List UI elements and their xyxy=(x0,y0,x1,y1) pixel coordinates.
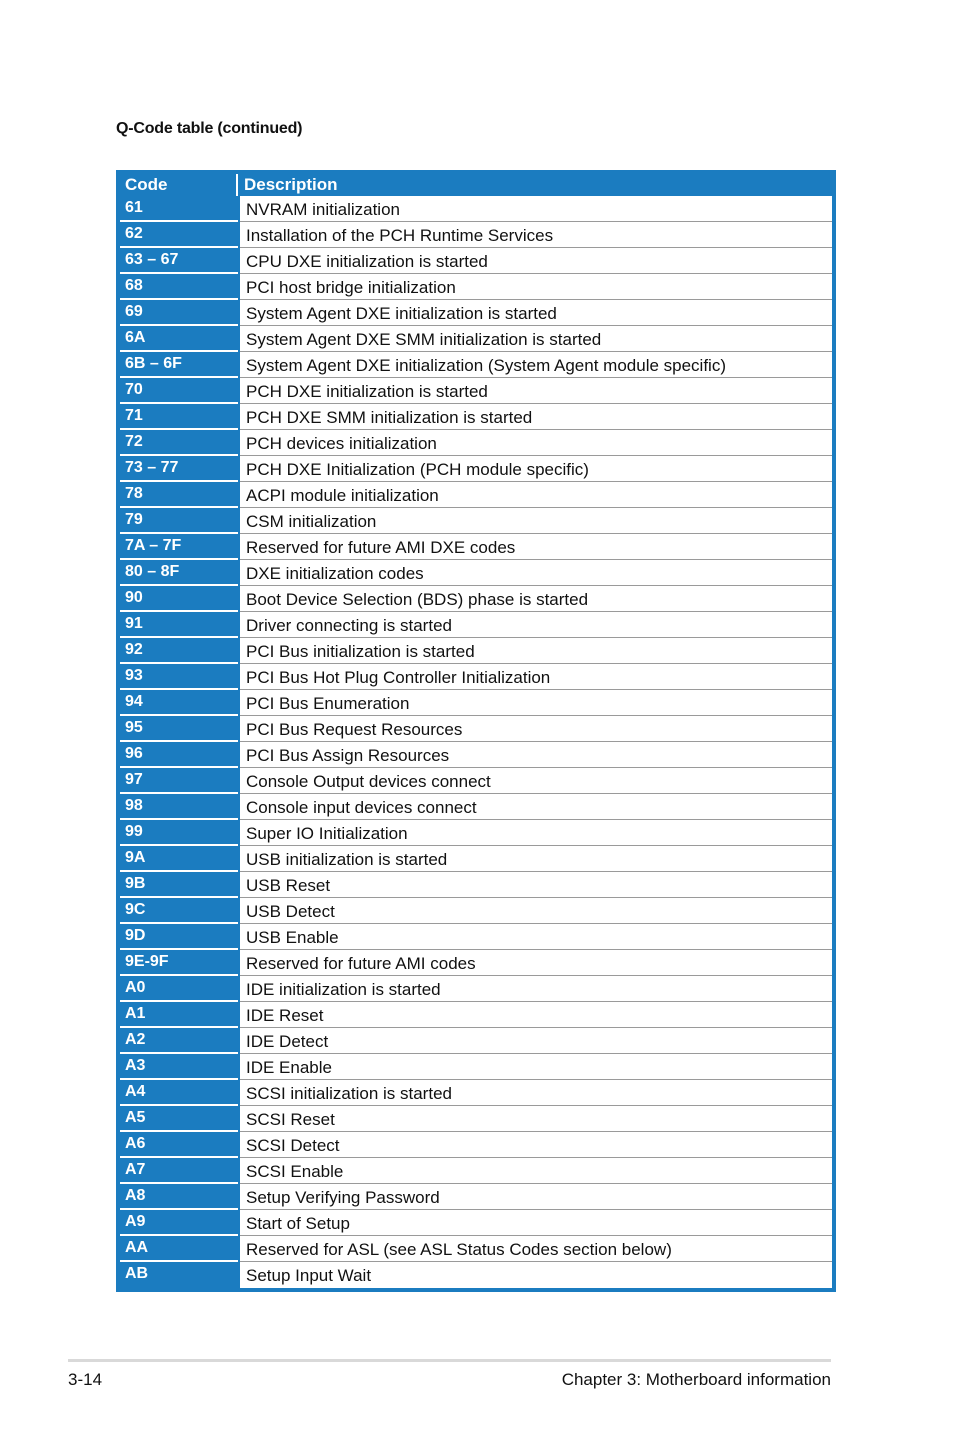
description-cell: Console Output devices connect xyxy=(240,768,832,794)
description-cell: Driver connecting is started xyxy=(240,612,832,638)
qcode-cell: 9B xyxy=(120,872,238,898)
qcode-cell: A3 xyxy=(120,1054,238,1080)
description-cell: PCH DXE Initialization (PCH module specific) xyxy=(240,456,832,482)
description-cell: PCI Bus Request Resources xyxy=(240,716,832,742)
description-cell: USB initialization is started xyxy=(240,846,832,872)
description-cell: System Agent DXE SMM initialization is started xyxy=(240,326,832,352)
qcode-cell: 62 xyxy=(120,222,238,248)
qcode-cell: AB xyxy=(120,1262,238,1288)
description-cell: Setup Verifying Password xyxy=(240,1184,832,1210)
table-row xyxy=(120,924,832,950)
qcode-cell: 9C xyxy=(120,898,238,924)
qcode-cell: 73 – 77 xyxy=(120,456,238,482)
description-cell: PCI Bus Hot Plug Controller Initialization xyxy=(240,664,832,690)
table-row xyxy=(120,534,832,560)
table-row xyxy=(120,976,832,1002)
description-cell: USB Reset xyxy=(240,872,832,898)
table-row xyxy=(120,846,832,872)
description-cell: IDE Reset xyxy=(240,1002,832,1028)
column-header-description: Description xyxy=(244,175,338,194)
description-cell: IDE initialization is started xyxy=(240,976,832,1002)
qcode-cell: 6A xyxy=(120,326,238,352)
description-cell: IDE Enable xyxy=(240,1054,832,1080)
table-row xyxy=(120,1158,832,1184)
table-row xyxy=(120,404,832,430)
qcode-cell: 63 – 67 xyxy=(120,248,238,274)
description-cell: PCI host bridge initialization xyxy=(240,274,832,300)
table-row xyxy=(120,1106,832,1132)
qcode-cell: 79 xyxy=(120,508,238,534)
column-header-code: Code xyxy=(120,174,238,196)
qcode-cell: 61 xyxy=(120,196,238,222)
table-row xyxy=(120,1002,832,1028)
qcode-cell: 70 xyxy=(120,378,238,404)
qcode-cell: 6B – 6F xyxy=(120,352,238,378)
table-row xyxy=(120,1210,832,1236)
description-cell: Reserved for ASL (see ASL Status Codes section below) xyxy=(240,1236,832,1262)
table-row xyxy=(120,196,832,222)
table-row xyxy=(120,456,832,482)
qcode-cell: 7A – 7F xyxy=(120,534,238,560)
description-cell: ACPI module initialization xyxy=(240,482,832,508)
table-row xyxy=(120,378,832,404)
table-row xyxy=(120,1236,832,1262)
description-cell: Console input devices connect xyxy=(240,794,832,820)
description-cell: SCSI Enable xyxy=(240,1158,832,1184)
description-cell: Super IO Initialization xyxy=(240,820,832,846)
table-row xyxy=(120,1262,832,1288)
qcode-cell: A1 xyxy=(120,1002,238,1028)
table-row xyxy=(120,690,832,716)
table-row xyxy=(120,222,832,248)
table-row xyxy=(120,612,832,638)
description-cell: Setup Input Wait xyxy=(240,1262,832,1288)
qcode-cell: 78 xyxy=(120,482,238,508)
description-cell: DXE initialization codes xyxy=(240,560,832,586)
description-cell: SCSI Detect xyxy=(240,1132,832,1158)
description-cell: SCSI initialization is started xyxy=(240,1080,832,1106)
description-cell: SCSI Reset xyxy=(240,1106,832,1132)
description-cell: Reserved for future AMI DXE codes xyxy=(240,534,832,560)
section-title: Q-Code table (continued) xyxy=(116,120,303,137)
qcode-cell: A0 xyxy=(120,976,238,1002)
qcode-cell: 80 – 8F xyxy=(120,560,238,586)
description-cell: Boot Device Selection (BDS) phase is started xyxy=(240,586,832,612)
table-row xyxy=(120,352,832,378)
table-row xyxy=(120,1132,832,1158)
description-cell: IDE Detect xyxy=(240,1028,832,1054)
table-row xyxy=(120,1080,832,1106)
description-cell: PCI Bus Enumeration xyxy=(240,690,832,716)
description-cell: PCI Bus initialization is started xyxy=(240,638,832,664)
qcode-cell: 72 xyxy=(120,430,238,456)
qcode-cell: AA xyxy=(120,1236,238,1262)
qcode-cell: A8 xyxy=(120,1184,238,1210)
qcode-table xyxy=(116,170,836,1292)
table-row xyxy=(120,638,832,664)
description-cell: PCH DXE SMM initialization is started xyxy=(240,404,832,430)
description-cell: Installation of the PCH Runtime Services xyxy=(240,222,832,248)
qcode-cell: 92 xyxy=(120,638,238,664)
table-row xyxy=(120,508,832,534)
table-row xyxy=(120,1184,832,1210)
qcode-cell: 9D xyxy=(120,924,238,950)
qcode-cell: A6 xyxy=(120,1132,238,1158)
table-row xyxy=(120,794,832,820)
description-cell: System Agent DXE initialization is started xyxy=(240,300,832,326)
description-cell: System Agent DXE initialization (System Agent module specific) xyxy=(240,352,832,378)
description-cell: PCI Bus Assign Resources xyxy=(240,742,832,768)
qcode-cell: 90 xyxy=(120,586,238,612)
qcode-cell: A2 xyxy=(120,1028,238,1054)
qcode-cell: 96 xyxy=(120,742,238,768)
description-cell: PCH devices initialization xyxy=(240,430,832,456)
description-cell: CSM initialization xyxy=(240,508,832,534)
table-row xyxy=(120,586,832,612)
table-row xyxy=(120,482,832,508)
qcode-cell: 98 xyxy=(120,794,238,820)
chapter-title: Chapter 3: Motherboard information xyxy=(561,1370,831,1389)
table-row xyxy=(120,872,832,898)
table-row xyxy=(120,716,832,742)
table-row xyxy=(120,248,832,274)
qcode-cell: 68 xyxy=(120,274,238,300)
description-cell: USB Detect xyxy=(240,898,832,924)
page-number: 3-14 xyxy=(68,1370,103,1389)
description-cell: NVRAM initialization xyxy=(240,196,832,222)
description-cell: PCH DXE initialization is started xyxy=(240,378,832,404)
qcode-cell: 95 xyxy=(120,716,238,742)
table-row xyxy=(120,326,832,352)
table-row xyxy=(120,300,832,326)
table-row xyxy=(120,1054,832,1080)
description-cell: USB Enable xyxy=(240,924,832,950)
qcode-cell: 97 xyxy=(120,768,238,794)
table-row xyxy=(120,820,832,846)
qcode-cell: 91 xyxy=(120,612,238,638)
table-row xyxy=(120,274,832,300)
qcode-cell: 69 xyxy=(120,300,238,326)
table-body xyxy=(120,196,832,1288)
table-header-row xyxy=(120,174,832,196)
qcode-cell: A4 xyxy=(120,1080,238,1106)
qcode-cell: A5 xyxy=(120,1106,238,1132)
table-row xyxy=(120,560,832,586)
footer-divider xyxy=(68,1359,831,1362)
description-cell: Start of Setup xyxy=(240,1210,832,1236)
description-cell: CPU DXE initialization is started xyxy=(240,248,832,274)
qcode-cell: 71 xyxy=(120,404,238,430)
table-row xyxy=(120,898,832,924)
table-row xyxy=(120,430,832,456)
qcode-cell: 94 xyxy=(120,690,238,716)
qcode-cell: 93 xyxy=(120,664,238,690)
table-row xyxy=(120,768,832,794)
qcode-cell: 99 xyxy=(120,820,238,846)
qcode-cell: 9E-9F xyxy=(120,950,238,976)
qcode-cell: 9A xyxy=(120,846,238,872)
qcode-cell: A7 xyxy=(120,1158,238,1184)
table-row xyxy=(120,664,832,690)
table-row xyxy=(120,1028,832,1054)
table-row xyxy=(120,950,832,976)
qcode-cell: A9 xyxy=(120,1210,238,1236)
description-cell: Reserved for future AMI codes xyxy=(240,950,832,976)
table-row xyxy=(120,742,832,768)
